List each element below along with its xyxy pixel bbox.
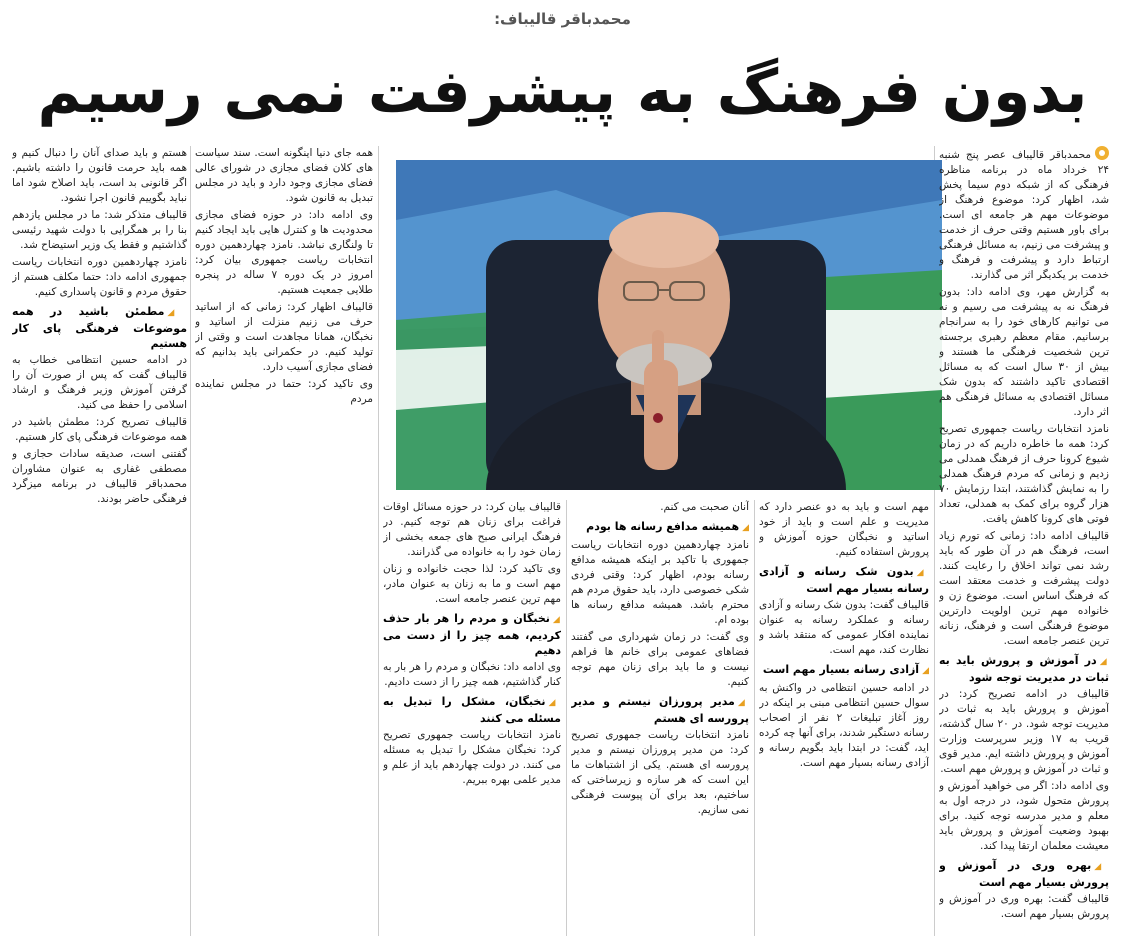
subheading: ◢ نخبگان و مردم را هر بار حذف کردیم، همه چیز را از دست می دهیم bbox=[383, 611, 561, 658]
paragraph: قالیباف گفت: بهره وری در آموزش و پرورش بسیار مهم است. bbox=[939, 893, 1109, 920]
article-kicker: محمدباقر قالیباف: bbox=[494, 10, 631, 28]
paragraph: وی گفت: در زمان شهرداری می گفتند فضاهای عمومی برای خانم ها فراهم نیست و ما باید برای زنان مهم توجه کنیم. bbox=[571, 631, 749, 688]
article-headline: بدون فرهنگ به پیشرفت نمی رسیم bbox=[37, 57, 1088, 127]
paragraph: هستم و باید صدای آنان را دنبال کنیم و همه باید حرمت قانون را داشته باشیم. اگر قانونی بد است، باید اصلاح شود اما نباید بگوییم قانون اجرا نشود. bbox=[12, 147, 187, 204]
article-column-4 bbox=[383, 500, 561, 936]
paragraph: قالیباف اظهار کرد: زمانی که از اساتید حرف می زنیم منزلت از اساتید و نخبگان، همانا مجاهدت است و وقتی از تولید کنیم. در حکمرانی باید بدانیم که فضای مجازی آسیب دارد. bbox=[195, 301, 373, 373]
column-divider bbox=[566, 500, 567, 936]
paragraph: قالیباف تصریح کرد: مطمئن باشید در همه موضوعات فرهنگی پای کار هستیم. bbox=[12, 416, 187, 443]
column-divider bbox=[378, 146, 379, 936]
paragraph: نامزد انتخابات ریاست جمهوری تصریح کرد: نخبگان مشکل را تبدیل به مسئله می کنند. در دولت چهاردهم باید از علم و مدیر علمی بهره ببریم. bbox=[383, 729, 561, 786]
paragraph: گفتنی است، صدیقه سادات حجازی و مصطفی غفاری به عنوان مشاوران محمدباقر قالیباف در برنامه میزگرد فرهنگی حاضر بودند. bbox=[12, 448, 187, 505]
subheading: ◢ همیشه مدافع رسانه ها بودم bbox=[571, 519, 749, 536]
paragraph: نامزد انتخابات ریاست جمهوری تصریح کرد: همه ما خاطره داریم که در زمان شیوع کرونا حرف از فرهنگ همدلی می زدیم و زمانی که مردم فرهنگ همدلی را به نمایش گذاشتند، ابتدا رزمایش ۷۰ هزار گروه برای کمک به همدلی، تعداد فوتی های کرونا کاهش یافت. bbox=[939, 423, 1109, 525]
paragraph: قالیباف متذکر شد: ما در مجلس یازدهم بنا را بر همگرایی با دولت شهید رئیسی گذاشتیم و فقط یک وزیر استیضاح شد. bbox=[12, 209, 187, 251]
article-column-6 bbox=[12, 146, 187, 936]
paragraph: نامزد انتخابات ریاست جمهوری تصریح کرد: من مدیر پرورزان نیستم و مدیر پرورسه ای هستم. یکی از اشتباهات ما این است که هر سازه و زیرساختی که ساختیم، بعد برای آن پیوست فرهنگی نمی سازیم. bbox=[571, 729, 749, 816]
paragraph: وی ادامه داد: نخبگان و مردم را هر بار به کنار گذاشتیم، همه چیز را از دست دادیم. bbox=[383, 661, 561, 688]
subheading: ◢ مدیر پرورزان نیستم و مدیر پرورسه ای هستم bbox=[571, 694, 749, 726]
paragraph: قالیباف ادامه داد: زمانی که تورم زیاد است، فرهنگ هم در آن طور که باید رشد نمی تواند اخلاق را رعایت کنند. دولت پیشرفت و خدمت معتقد است که فرهنگ اساس است. موضوع زن و خانواده مهم ترین اولویت دارترین موضوع فرهنگی است و فرهنگ، زنانه ترین عنصر جامعه است. bbox=[939, 530, 1109, 647]
subheading: ◢ آزادی رسانه بسیار مهم است bbox=[759, 662, 929, 679]
subheading: ◢ بدون شک رسانه و آزادی رسانه بسیار مهم است bbox=[759, 564, 929, 596]
paragraph: قالیباف گفت: بدون شک رسانه و آزادی رسانه و عملکرد رسانه به عنوان نماینده افکار عمومی که منتقد باشد و نظارت کند، مهم است. bbox=[759, 599, 929, 656]
subheading: ◢ مطمئن باشید در همه موضوعات فرهنگی پای کار هستیم bbox=[12, 304, 187, 351]
paragraph: همه جای دنیا اینگونه است. سند سیاست های کلان فضای مجازی در شورای عالی فضای مجازی وجود دارد و باید در مجلس تبدیل به قانون شود. bbox=[195, 147, 373, 204]
article-column-2 bbox=[759, 500, 929, 936]
subheading: ◢ نخبگان، مشکل را تبدیل به مسئله می کنند bbox=[383, 694, 561, 726]
article-column-5 bbox=[195, 146, 373, 936]
subheading: ◢ بهره وری در آموزش و پرورش بسیار مهم است bbox=[939, 858, 1109, 890]
paragraph: وی ادامه داد: اگر می خواهید آموزش و پرورش متحول شود، در درجه اول به معلم و مدیر مدرسه توجه کنید. برای بهبود وضعیت آموزش و پرورش باید معیشت معلمان ارتقا پیدا کند. bbox=[939, 780, 1109, 852]
paragraph: نامزد چهاردهمین دوره انتخابات ریاست جمهوری با تاکید بر اینکه همیشه مدافع رسانه بودم، اظهار کرد: وقتی فردی شکی خصوصی دارد، باید حقوق مردم هم محترم باشد. همیشه مدافع رسانه ها بوده ام. bbox=[571, 539, 749, 626]
article-column-3 bbox=[571, 500, 749, 936]
paragraph: نامزد چهاردهمین دوره انتخابات ریاست جمهوری ادامه داد: حتما مکلف هستم از حقوق مردم و قانون پاسداری کنیم. bbox=[12, 256, 187, 298]
paragraph: در ادامه حسین انتظامی خطاب به قالیباف گفت که پس از صورت آن را گرفتن آموزش وزیر فرهنگ و ارشاد اسلامی را حفظ می کنید. bbox=[12, 354, 187, 411]
article-photo bbox=[396, 160, 942, 490]
paragraph: وی تاکید کرد: لذا حجت خانواده و زنان مهم است و ما به زنان به عنوان مادر، مهم ترین عنصر جامعه است. bbox=[383, 563, 561, 605]
article-column-1 bbox=[939, 146, 1109, 936]
paragraph: قالیباف در ادامه تصریح کرد: در آموزش و پرورش باید به ثبات در مدیریت توجه شود. در ۲۰ سال گذشته، قریب به ۱۷ وزیر سرپرست وزارت آموزش و پرورش داشته ایم. مدیر قوی و ثبات در آموزش و پرورش مهم است. bbox=[939, 688, 1109, 775]
paragraph: در ادامه حسین انتظامی در واکنش به سوال حسین انتظامی مبنی بر اینکه در روز آغاز تبلیغات ۲ نفر از اصحاب رسانه دستگیر شدند، برای آنها چه کرده اید، گفت: در ابتدا باید بگویم رسانه و آزادی رسانه بسیار مهم است. bbox=[759, 682, 929, 769]
paragraph: مهم است و باید به دو عنصر دارد که مدیریت و علم است و باید از خود اساتید و نخبگان حوزه آموزش و پرورش استفاده کنیم. bbox=[759, 501, 929, 558]
column-divider bbox=[190, 146, 191, 936]
paragraph: آنان صحبت می کنم. bbox=[660, 501, 749, 513]
paragraph: وی تاکید کرد: حتما در مجلس نماینده مردم bbox=[195, 378, 373, 405]
paragraph: قالیباف بیان کرد: در حوزه مسائل اوقات فراغت برای زنان هم توجه کنیم. در فرهنگ ایرانی صبح های جمعه بخشی از زمان خود را به خانواده می گذرانند. bbox=[383, 501, 561, 558]
paragraph: به گزارش مهر، وی ادامه داد: بدون فرهنگ نه به پیشرفت می رسیم و نه می توانیم کارهای خود را به سرانجام برسانیم. مقام معظم رهبری برجسته ترین شخصیت فرهنگی ما هستند و بیش از ۳۰ سال است که به مسائل اقتصادی تاکید داشتند که بدون شک مسائل اقتصادی به مسائل فرهنگی هم اثر دارد. bbox=[939, 286, 1109, 418]
column-divider bbox=[754, 500, 755, 936]
subheading: ◢ در آموزش و پرورش باید به ثبات در مدیریت توجه شود bbox=[939, 653, 1109, 685]
newspaper-logo-icon bbox=[1095, 146, 1109, 160]
speaker-portrait bbox=[396, 160, 942, 490]
paragraph: محمدباقر قالیباف عصر پنج شنبه ۲۴ خرداد ماه در برنامه مناظره فرهنگی که از شبکه دوم سیما پخش شد، اظهار کرد: موضوع فرهنگ از موضوعات مهم هر جامعه ای است. برای باور هستیم وقتی حرف از خدمت و پیشرفت می زنیم، به مسائل فرهنگی ارتباط دارد و پیشرفت و فرهنگ و خدمت بر یکدیگر اثر می گذارند. bbox=[939, 149, 1109, 281]
paragraph: وی ادامه داد: در حوزه فضای مجازی محدودیت ها و کنترل هایی باید ایجاد کنیم تا ولنگاری نباشد. نامزد چهاردهمین دوره انتخابات ریاست جمهوری بیان کرد: امروز در یک دوره ۷ ساله در پنجره طلایی جمعیت هستیم. bbox=[195, 209, 373, 296]
